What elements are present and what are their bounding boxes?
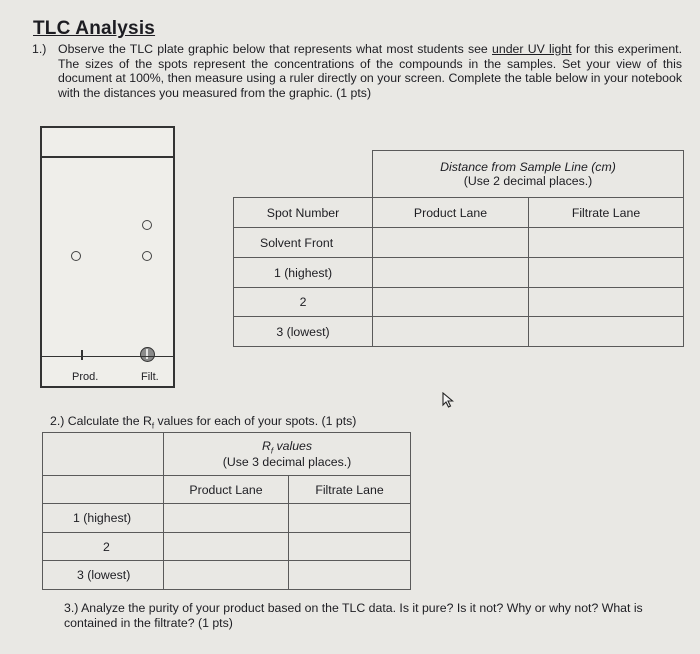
tlc-plate xyxy=(40,126,175,388)
row-label-spot-1: 1 (highest) xyxy=(234,258,373,288)
cell-input[interactable] xyxy=(529,258,684,288)
question-1-number: 1.) xyxy=(32,42,47,56)
product-origin-tick xyxy=(81,350,83,360)
rf-col-header-filtrate-lane: Filtrate Lane xyxy=(289,476,411,504)
row-label-spot-3: 3 (lowest) xyxy=(234,317,373,347)
cell-input[interactable] xyxy=(164,533,289,561)
cell-input[interactable] xyxy=(289,561,411,590)
rf-row-label-3: 3 (lowest) xyxy=(43,561,164,590)
rf-row-label-2: 2 xyxy=(43,533,164,561)
question-1-text: Observe the TLC plate graphic below that represents what most students see under UV light for this experiment. The sizes of the spots represent the concentrations of the compounds in the samples. Set your view of this document at 100%, then measure using a ruler directly on your screen. Complete the table below in your notebook with the distances you measured from the graphic. (1 pts) xyxy=(58,42,683,100)
col-header-filtrate-lane: Filtrate Lane xyxy=(529,198,684,228)
solvent-front-line xyxy=(42,156,173,158)
page-title: TLC Analysis xyxy=(33,18,156,39)
cell-input[interactable] xyxy=(373,228,529,258)
question-1 xyxy=(32,42,682,102)
question-2: 2.) Calculate the $R_f$ values for each of your spots. (1 pts) xyxy=(50,414,357,431)
rf-row-label-1: 1 (highest) xyxy=(43,504,164,533)
cell-input[interactable] xyxy=(373,317,529,347)
filtrate-spot-3 xyxy=(140,347,155,362)
cell-input[interactable] xyxy=(289,504,411,533)
filtrate-spot-1 xyxy=(142,220,152,230)
col-header-spot-number: Spot Number xyxy=(234,198,373,228)
row-label-spot-2: 2 xyxy=(234,288,373,317)
cell-input[interactable] xyxy=(164,504,289,533)
rf-header: $R_f$ values (Use 3 decimal places.) xyxy=(164,433,411,476)
rf-col-header-product-lane: Product Lane xyxy=(164,476,289,504)
question-3: 3.) Analyze the purity of your product based on the TLC data. Is it pure? Is it not? Why or why not? What is contained in the filtrate? (1 pts) xyxy=(64,601,643,630)
lane-label-prod: Prod. xyxy=(72,371,99,383)
cell-input[interactable] xyxy=(164,561,289,590)
cell-input[interactable] xyxy=(373,258,529,288)
cell-input[interactable] xyxy=(373,288,529,317)
cell-input[interactable] xyxy=(529,288,684,317)
filtrate-spot-2 xyxy=(142,251,152,261)
cell-input[interactable] xyxy=(529,317,684,347)
product-spot xyxy=(71,251,81,261)
sample-line xyxy=(42,356,173,357)
rf-table xyxy=(42,432,411,590)
cell-input[interactable] xyxy=(289,533,411,561)
row-label-solvent-front: Solvent Front xyxy=(234,228,373,258)
col-header-product-lane: Product Lane xyxy=(373,198,529,228)
distance-table xyxy=(233,150,684,347)
distance-header: Distance from Sample Line (cm) (Use 2 decimal places.) xyxy=(373,151,684,198)
lane-label-filt: Filt. xyxy=(141,371,159,383)
cell-input[interactable] xyxy=(529,228,684,258)
cursor-arrow-icon xyxy=(441,392,455,408)
